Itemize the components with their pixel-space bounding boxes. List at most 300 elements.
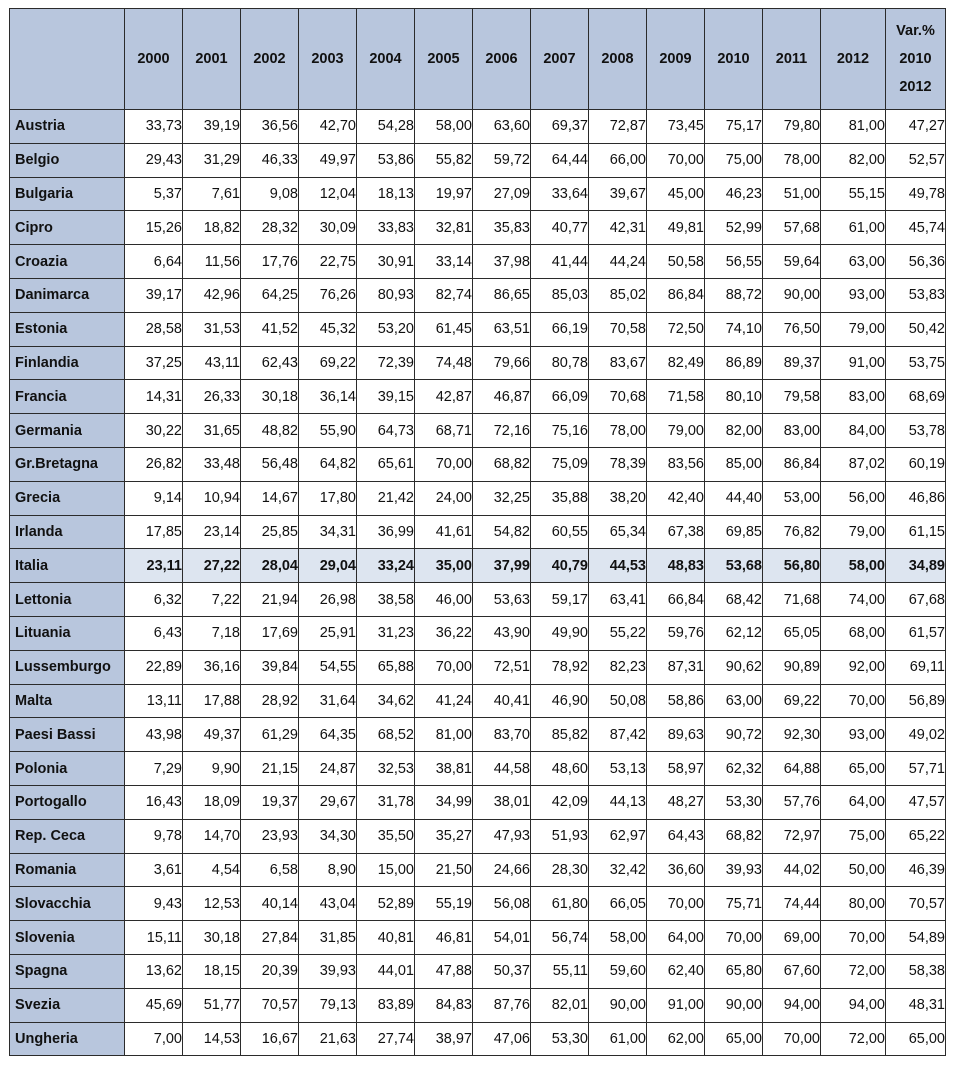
table-row [10, 346, 946, 380]
value-cell: 27,09 [473, 177, 531, 211]
value-cell: 32,81 [415, 211, 473, 245]
value-cell: 76,26 [299, 278, 357, 312]
value-cell: 83,00 [763, 414, 821, 448]
value-cell: 46,87 [473, 380, 531, 414]
value-cell: 71,68 [763, 583, 821, 617]
value-cell: 61,80 [531, 887, 589, 921]
value-cell: 86,84 [647, 278, 705, 312]
value-cell: 21,50 [415, 853, 473, 887]
value-cell: 79,00 [821, 312, 886, 346]
value-cell: 62,32 [705, 752, 763, 786]
country-name-cell: Ungheria [10, 1022, 125, 1056]
value-cell: 54,55 [299, 650, 357, 684]
value-cell: 44,02 [763, 853, 821, 887]
header-variation-cell [886, 9, 946, 110]
value-cell: 68,82 [705, 819, 763, 853]
header-variation-line3: 2012 [899, 79, 932, 95]
table-row [10, 481, 946, 515]
value-cell: 69,00 [763, 921, 821, 955]
country-name-cell: Croazia [10, 245, 125, 279]
table-row [10, 887, 946, 921]
value-cell: 52,89 [357, 887, 415, 921]
header-year-cell: 2007 [531, 9, 589, 110]
header-year-cell: 2004 [357, 9, 415, 110]
value-cell: 82,01 [531, 988, 589, 1022]
variation-cell: 49,02 [886, 718, 946, 752]
value-cell: 9,14 [125, 481, 183, 515]
value-cell: 48,82 [241, 414, 299, 448]
value-cell: 35,88 [531, 481, 589, 515]
value-cell: 51,93 [531, 819, 589, 853]
country-name-cell: Paesi Bassi [10, 718, 125, 752]
value-cell: 43,11 [183, 346, 241, 380]
variation-cell: 65,22 [886, 819, 946, 853]
variation-cell: 68,69 [886, 380, 946, 414]
country-name-cell: Romania [10, 853, 125, 887]
value-cell: 16,67 [241, 1022, 299, 1056]
value-cell: 68,82 [473, 447, 531, 481]
variation-cell: 34,89 [886, 549, 946, 583]
value-cell: 69,22 [763, 684, 821, 718]
value-cell: 62,97 [589, 819, 647, 853]
value-cell: 56,74 [531, 921, 589, 955]
value-cell: 65,00 [821, 752, 886, 786]
value-cell: 70,00 [705, 921, 763, 955]
value-cell: 70,00 [821, 921, 886, 955]
country-name-cell: Cipro [10, 211, 125, 245]
value-cell: 31,53 [183, 312, 241, 346]
value-cell: 47,93 [473, 819, 531, 853]
data-table [9, 8, 946, 1056]
value-cell: 76,50 [763, 312, 821, 346]
value-cell: 14,53 [183, 1022, 241, 1056]
value-cell: 32,42 [589, 853, 647, 887]
value-cell: 9,43 [125, 887, 183, 921]
value-cell: 75,16 [531, 414, 589, 448]
value-cell: 7,61 [183, 177, 241, 211]
value-cell: 42,87 [415, 380, 473, 414]
value-cell: 40,81 [357, 921, 415, 955]
value-cell: 69,37 [531, 110, 589, 144]
value-cell: 53,00 [763, 481, 821, 515]
table-row [10, 583, 946, 617]
value-cell: 70,00 [821, 684, 886, 718]
value-cell: 29,04 [299, 549, 357, 583]
value-cell: 83,00 [821, 380, 886, 414]
value-cell: 72,39 [357, 346, 415, 380]
value-cell: 44,40 [705, 481, 763, 515]
country-name-cell: Lettonia [10, 583, 125, 617]
country-name-cell: Polonia [10, 752, 125, 786]
value-cell: 37,99 [473, 549, 531, 583]
value-cell: 55,19 [415, 887, 473, 921]
value-cell: 94,00 [821, 988, 886, 1022]
value-cell: 31,85 [299, 921, 357, 955]
country-name-cell: Austria [10, 110, 125, 144]
value-cell: 44,58 [473, 752, 531, 786]
variation-cell: 48,31 [886, 988, 946, 1022]
value-cell: 33,14 [415, 245, 473, 279]
value-cell: 6,32 [125, 583, 183, 617]
value-cell: 83,67 [589, 346, 647, 380]
table-row [10, 752, 946, 786]
value-cell: 82,00 [705, 414, 763, 448]
value-cell: 90,72 [705, 718, 763, 752]
value-cell: 22,89 [125, 650, 183, 684]
header-year-cell: 2000 [125, 9, 183, 110]
value-cell: 64,82 [299, 447, 357, 481]
value-cell: 89,63 [647, 718, 705, 752]
value-cell: 48,27 [647, 785, 705, 819]
country-name-cell: Bulgaria [10, 177, 125, 211]
value-cell: 39,19 [183, 110, 241, 144]
header-row [10, 9, 946, 110]
value-cell: 33,48 [183, 447, 241, 481]
header-year-cell: 2011 [763, 9, 821, 110]
value-cell: 28,32 [241, 211, 299, 245]
value-cell: 78,00 [589, 414, 647, 448]
value-cell: 30,18 [241, 380, 299, 414]
variation-cell: 56,89 [886, 684, 946, 718]
value-cell: 79,00 [821, 515, 886, 549]
variation-cell: 60,19 [886, 447, 946, 481]
value-cell: 62,00 [647, 1022, 705, 1056]
table-row [10, 278, 946, 312]
value-cell: 31,65 [183, 414, 241, 448]
value-cell: 90,00 [589, 988, 647, 1022]
value-cell: 63,51 [473, 312, 531, 346]
value-cell: 25,91 [299, 616, 357, 650]
value-cell: 61,45 [415, 312, 473, 346]
value-cell: 74,00 [821, 583, 886, 617]
table-row [10, 211, 946, 245]
country-name-cell: Slovenia [10, 921, 125, 955]
value-cell: 92,30 [763, 718, 821, 752]
value-cell: 7,29 [125, 752, 183, 786]
value-cell: 26,33 [183, 380, 241, 414]
value-cell: 34,62 [357, 684, 415, 718]
value-cell: 38,01 [473, 785, 531, 819]
value-cell: 74,48 [415, 346, 473, 380]
value-cell: 32,25 [473, 481, 531, 515]
value-cell: 59,17 [531, 583, 589, 617]
value-cell: 67,38 [647, 515, 705, 549]
value-cell: 28,92 [241, 684, 299, 718]
value-cell: 71,58 [647, 380, 705, 414]
table-row [10, 819, 946, 853]
value-cell: 58,86 [647, 684, 705, 718]
value-cell: 91,00 [647, 988, 705, 1022]
value-cell: 3,61 [125, 853, 183, 887]
value-cell: 42,70 [299, 110, 357, 144]
value-cell: 35,50 [357, 819, 415, 853]
value-cell: 70,00 [415, 650, 473, 684]
value-cell: 39,93 [299, 954, 357, 988]
value-cell: 59,76 [647, 616, 705, 650]
value-cell: 85,02 [589, 278, 647, 312]
value-cell: 73,45 [647, 110, 705, 144]
value-cell: 92,00 [821, 650, 886, 684]
value-cell: 64,35 [299, 718, 357, 752]
value-cell: 42,09 [531, 785, 589, 819]
value-cell: 28,58 [125, 312, 183, 346]
value-cell: 33,24 [357, 549, 415, 583]
value-cell: 44,53 [589, 549, 647, 583]
value-cell: 64,43 [647, 819, 705, 853]
value-cell: 23,93 [241, 819, 299, 853]
header-year-cell: 2012 [821, 9, 886, 110]
value-cell: 38,20 [589, 481, 647, 515]
value-cell: 60,55 [531, 515, 589, 549]
value-cell: 40,79 [531, 549, 589, 583]
value-cell: 66,05 [589, 887, 647, 921]
value-cell: 59,60 [589, 954, 647, 988]
value-cell: 61,00 [821, 211, 886, 245]
value-cell: 46,23 [705, 177, 763, 211]
value-cell: 55,82 [415, 143, 473, 177]
value-cell: 36,99 [357, 515, 415, 549]
value-cell: 65,34 [589, 515, 647, 549]
value-cell: 64,44 [531, 143, 589, 177]
value-cell: 64,25 [241, 278, 299, 312]
table-row [10, 245, 946, 279]
value-cell: 36,60 [647, 853, 705, 887]
value-cell: 22,75 [299, 245, 357, 279]
value-cell: 70,00 [415, 447, 473, 481]
value-cell: 72,00 [821, 1022, 886, 1056]
value-cell: 70,68 [589, 380, 647, 414]
value-cell: 24,87 [299, 752, 357, 786]
variation-cell: 52,57 [886, 143, 946, 177]
value-cell: 75,17 [705, 110, 763, 144]
value-cell: 50,37 [473, 954, 531, 988]
value-cell: 42,31 [589, 211, 647, 245]
value-cell: 31,78 [357, 785, 415, 819]
value-cell: 74,10 [705, 312, 763, 346]
value-cell: 41,24 [415, 684, 473, 718]
value-cell: 31,29 [183, 143, 241, 177]
table-row [10, 380, 946, 414]
value-cell: 68,71 [415, 414, 473, 448]
value-cell: 57,68 [763, 211, 821, 245]
country-name-cell: Irlanda [10, 515, 125, 549]
value-cell: 46,00 [415, 583, 473, 617]
value-cell: 79,66 [473, 346, 531, 380]
value-cell: 75,71 [705, 887, 763, 921]
value-cell: 23,14 [183, 515, 241, 549]
value-cell: 50,58 [647, 245, 705, 279]
value-cell: 82,74 [415, 278, 473, 312]
value-cell: 72,87 [589, 110, 647, 144]
value-cell: 74,44 [763, 887, 821, 921]
value-cell: 90,89 [763, 650, 821, 684]
value-cell: 18,09 [183, 785, 241, 819]
value-cell: 56,80 [763, 549, 821, 583]
value-cell: 42,40 [647, 481, 705, 515]
value-cell: 56,00 [821, 481, 886, 515]
value-cell: 16,43 [125, 785, 183, 819]
value-cell: 7,00 [125, 1022, 183, 1056]
value-cell: 28,04 [241, 549, 299, 583]
value-cell: 81,00 [415, 718, 473, 752]
value-cell: 15,00 [357, 853, 415, 887]
value-cell: 47,06 [473, 1022, 531, 1056]
value-cell: 45,69 [125, 988, 183, 1022]
value-cell: 72,50 [647, 312, 705, 346]
value-cell: 59,64 [763, 245, 821, 279]
value-cell: 59,72 [473, 143, 531, 177]
value-cell: 34,30 [299, 819, 357, 853]
value-cell: 68,52 [357, 718, 415, 752]
value-cell: 43,98 [125, 718, 183, 752]
value-cell: 87,02 [821, 447, 886, 481]
value-cell: 21,42 [357, 481, 415, 515]
value-cell: 72,51 [473, 650, 531, 684]
header-year-cell: 2010 [705, 9, 763, 110]
variation-cell: 45,74 [886, 211, 946, 245]
value-cell: 78,00 [763, 143, 821, 177]
value-cell: 70,00 [647, 887, 705, 921]
value-cell: 93,00 [821, 278, 886, 312]
value-cell: 49,81 [647, 211, 705, 245]
value-cell: 40,41 [473, 684, 531, 718]
header-year-cell: 2008 [589, 9, 647, 110]
value-cell: 17,76 [241, 245, 299, 279]
value-cell: 41,61 [415, 515, 473, 549]
table-row [10, 650, 946, 684]
table-row [10, 718, 946, 752]
table-row [10, 312, 946, 346]
value-cell: 53,68 [705, 549, 763, 583]
value-cell: 24,66 [473, 853, 531, 887]
value-cell: 18,15 [183, 954, 241, 988]
value-cell: 55,22 [589, 616, 647, 650]
value-cell: 39,84 [241, 650, 299, 684]
value-cell: 65,00 [705, 1022, 763, 1056]
value-cell: 70,00 [647, 143, 705, 177]
value-cell: 65,61 [357, 447, 415, 481]
value-cell: 36,14 [299, 380, 357, 414]
value-cell: 86,65 [473, 278, 531, 312]
value-cell: 17,69 [241, 616, 299, 650]
value-cell: 30,22 [125, 414, 183, 448]
value-cell: 62,43 [241, 346, 299, 380]
table-row [10, 1022, 946, 1056]
value-cell: 17,85 [125, 515, 183, 549]
value-cell: 56,08 [473, 887, 531, 921]
value-cell: 18,82 [183, 211, 241, 245]
value-cell: 63,00 [821, 245, 886, 279]
value-cell: 19,37 [241, 785, 299, 819]
value-cell: 64,73 [357, 414, 415, 448]
value-cell: 34,99 [415, 785, 473, 819]
value-cell: 86,84 [763, 447, 821, 481]
value-cell: 54,82 [473, 515, 531, 549]
value-cell: 55,15 [821, 177, 886, 211]
value-cell: 85,03 [531, 278, 589, 312]
table-row [10, 110, 946, 144]
variation-cell: 49,78 [886, 177, 946, 211]
country-name-cell: Svezia [10, 988, 125, 1022]
value-cell: 17,88 [183, 684, 241, 718]
value-cell: 70,58 [589, 312, 647, 346]
value-cell: 88,72 [705, 278, 763, 312]
variation-cell: 53,75 [886, 346, 946, 380]
variation-cell: 47,27 [886, 110, 946, 144]
value-cell: 54,01 [473, 921, 531, 955]
value-cell: 27,84 [241, 921, 299, 955]
value-cell: 45,32 [299, 312, 357, 346]
value-cell: 56,48 [241, 447, 299, 481]
value-cell: 36,22 [415, 616, 473, 650]
value-cell: 84,83 [415, 988, 473, 1022]
value-cell: 80,10 [705, 380, 763, 414]
value-cell: 78,39 [589, 447, 647, 481]
value-cell: 35,83 [473, 211, 531, 245]
value-cell: 82,23 [589, 650, 647, 684]
variation-cell: 69,11 [886, 650, 946, 684]
value-cell: 49,90 [531, 616, 589, 650]
value-cell: 66,19 [531, 312, 589, 346]
value-cell: 17,80 [299, 481, 357, 515]
value-cell: 37,25 [125, 346, 183, 380]
value-cell: 27,74 [357, 1022, 415, 1056]
value-cell: 42,96 [183, 278, 241, 312]
country-name-cell: Belgio [10, 143, 125, 177]
value-cell: 30,18 [183, 921, 241, 955]
value-cell: 91,00 [821, 346, 886, 380]
table-row [10, 177, 946, 211]
value-cell: 24,00 [415, 481, 473, 515]
value-cell: 5,37 [125, 177, 183, 211]
value-cell: 83,56 [647, 447, 705, 481]
header-year-cell: 2002 [241, 9, 299, 110]
value-cell: 26,98 [299, 583, 357, 617]
value-cell: 37,98 [473, 245, 531, 279]
variation-cell: 70,57 [886, 887, 946, 921]
value-cell: 46,33 [241, 143, 299, 177]
value-cell: 78,92 [531, 650, 589, 684]
value-cell: 36,56 [241, 110, 299, 144]
value-cell: 53,86 [357, 143, 415, 177]
value-cell: 36,16 [183, 650, 241, 684]
value-cell: 21,15 [241, 752, 299, 786]
variation-cell: 47,57 [886, 785, 946, 819]
value-cell: 79,13 [299, 988, 357, 1022]
variation-cell: 58,38 [886, 954, 946, 988]
value-cell: 34,31 [299, 515, 357, 549]
header-year-cell: 2001 [183, 9, 241, 110]
value-cell: 8,90 [299, 853, 357, 887]
value-cell: 21,63 [299, 1022, 357, 1056]
value-cell: 68,00 [821, 616, 886, 650]
value-cell: 29,43 [125, 143, 183, 177]
value-cell: 64,00 [647, 921, 705, 955]
value-cell: 63,41 [589, 583, 647, 617]
header-year-cell: 2003 [299, 9, 357, 110]
value-cell: 31,23 [357, 616, 415, 650]
value-cell: 13,62 [125, 954, 183, 988]
value-cell: 65,88 [357, 650, 415, 684]
value-cell: 93,00 [821, 718, 886, 752]
value-cell: 29,67 [299, 785, 357, 819]
value-cell: 70,00 [763, 1022, 821, 1056]
variation-cell: 61,15 [886, 515, 946, 549]
value-cell: 90,62 [705, 650, 763, 684]
country-name-cell: Italia [10, 549, 125, 583]
value-cell: 58,00 [821, 549, 886, 583]
value-cell: 75,00 [705, 143, 763, 177]
